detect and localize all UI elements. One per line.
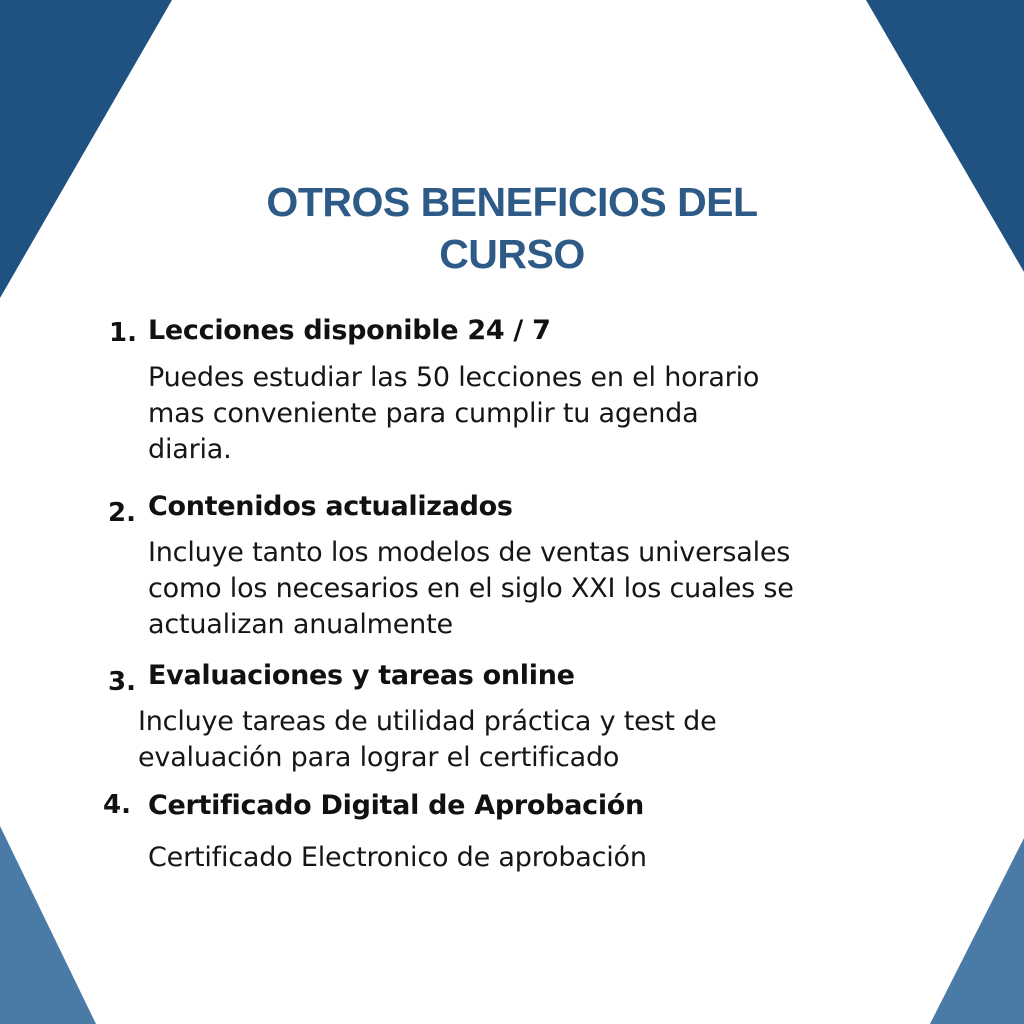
item-1-line-1: Puedes estudiar las 50 lecciones en el horario xyxy=(148,362,760,393)
item-3-number: 3. xyxy=(108,667,136,697)
title-line-1: OTROS BENEFICIOS DEL xyxy=(266,179,758,225)
item-3-description xyxy=(138,704,717,776)
item-2-description xyxy=(148,535,794,643)
item-4-description xyxy=(148,840,647,876)
item-2-line-1: Incluye tanto los modelos de ventas universales xyxy=(148,537,791,568)
item-1-heading: Lecciones disponible 24 / 7 xyxy=(148,315,551,346)
item-2-line-2: como los necesarios en el siglo XXI los cuales se xyxy=(148,573,794,604)
item-2-line-3: actualizan anualmente xyxy=(148,609,453,640)
item-1-description xyxy=(148,360,759,468)
item-1-number: 1. xyxy=(109,318,137,348)
page-title xyxy=(0,176,1024,280)
item-3-heading: Evaluaciones y tareas online xyxy=(148,660,575,691)
bottom-right-triangle xyxy=(930,838,1024,1024)
item-4-heading: Certificado Digital de Aprobación xyxy=(148,790,644,821)
item-4-line-1: Certificado Electronico de aprobación xyxy=(148,842,647,873)
item-1-line-3: diaria. xyxy=(148,434,232,465)
item-4-number: 4. xyxy=(103,790,131,820)
bottom-left-triangle xyxy=(0,826,96,1024)
item-1-line-2: mas conveniente para cumplir tu agenda xyxy=(148,398,699,429)
item-3-line-2: evaluación para lograr el certificado xyxy=(138,742,620,773)
item-2-heading: Contenidos actualizados xyxy=(148,491,513,522)
item-3-line-1: Incluye tareas de utilidad práctica y test de xyxy=(138,706,717,737)
title-line-2: CURSO xyxy=(439,231,585,277)
item-2-number: 2. xyxy=(108,498,136,528)
